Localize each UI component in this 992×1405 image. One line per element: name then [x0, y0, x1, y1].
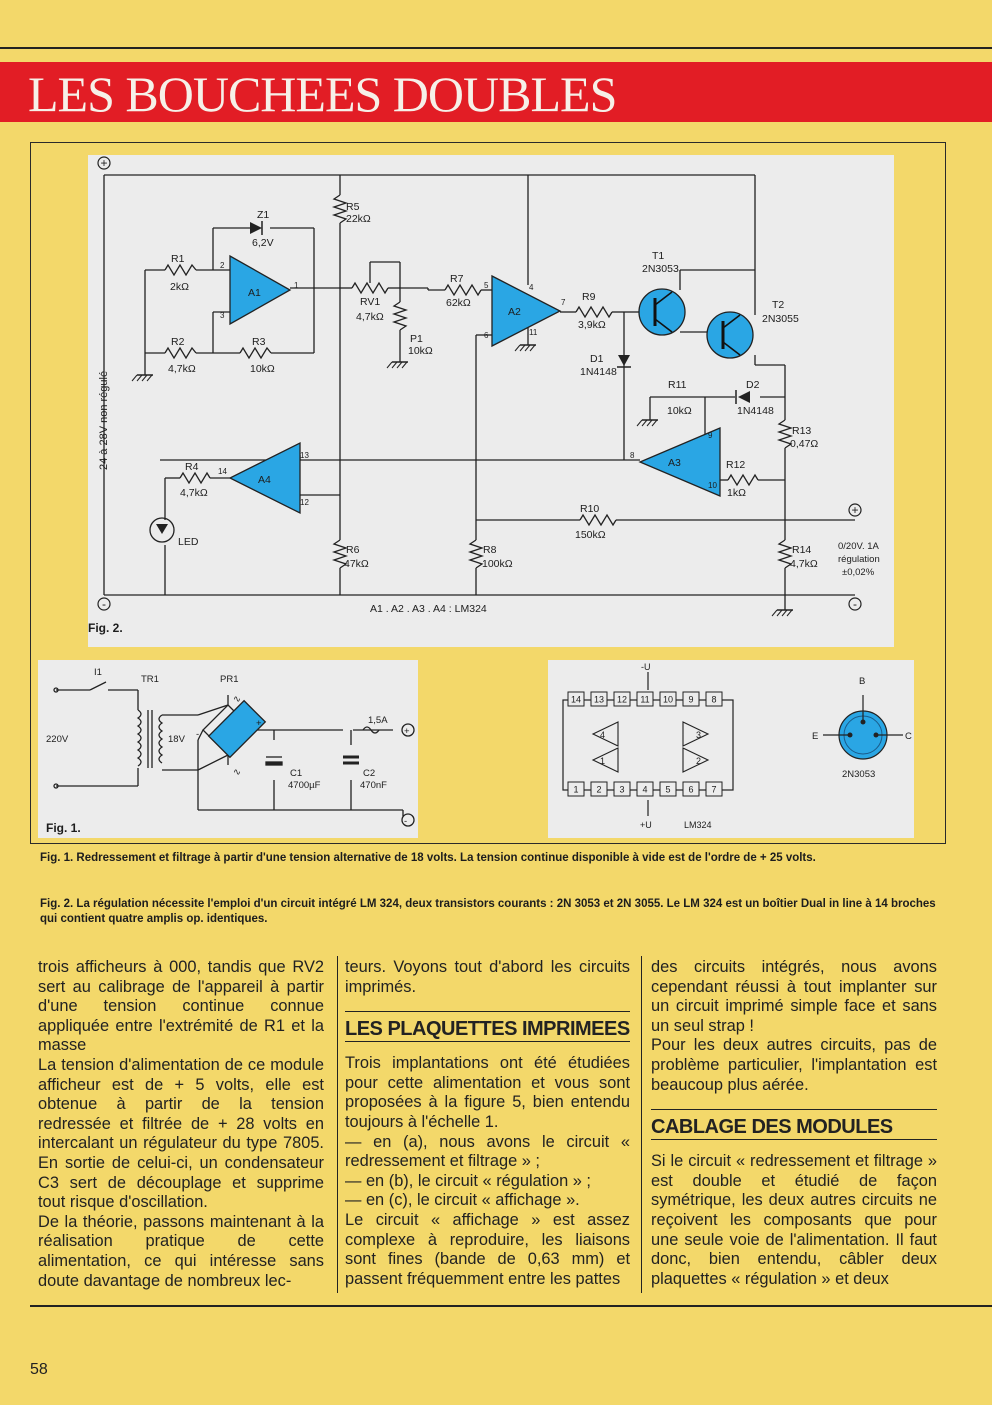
label-t1: T1 [652, 250, 665, 262]
label-r9-val: 3,9kΩ [578, 319, 606, 331]
bridge-plus: + [256, 718, 262, 729]
label-tr1: TR1 [141, 674, 159, 685]
fig2-caption: Fig. 2. La régulation nécessite l'emploi d'un circuit intégré LM 324, deux transistors courants : 2N 3053 et 2N 3055. Le LM 324 est un boîtier Dual in line à 14 broches qui contient quatre amplis op. identiques. [40, 898, 936, 925]
label-c2-val: 470nF [360, 780, 387, 791]
label-z1: Z1 [257, 209, 270, 221]
col3-paragraph-1: des circuits intégrés, nous avons cependant réussi à tout implanter sur un circuit imprimé simple face et sans un seul strap ! [651, 958, 937, 1035]
article-column-1 [38, 958, 324, 1291]
label-r10: R10 [580, 503, 600, 515]
supply-label: 24 à 28V non régulé [98, 370, 110, 470]
label-r8-val: 100kΩ [482, 558, 513, 570]
pin-11: 11 [529, 328, 538, 337]
label-r8: R8 [483, 544, 497, 556]
bottom-pin-number: 4 [642, 784, 648, 795]
label-rv1: RV1 [360, 296, 381, 308]
label-r1: R1 [171, 253, 185, 265]
label-r3: R3 [252, 336, 266, 348]
label-r6-val: 47kΩ [344, 558, 369, 570]
bottom-rule [30, 1305, 992, 1307]
pin-1: 1 [294, 281, 299, 290]
pinout-b: B [859, 676, 866, 687]
pinout-e: E [812, 731, 819, 742]
top-pin-number: 11 [640, 694, 650, 705]
amp-3-label: 3 [696, 730, 702, 740]
bottom-pin-number: 1 [573, 784, 579, 795]
col3-paragraph-2: Pour les deux autres circuits, pas de problème particulier, l'implantation est beaucoup plus aérée. [651, 1036, 937, 1094]
label-d2-val: 1N4148 [737, 405, 774, 417]
amp-2-label: 2 [696, 756, 702, 766]
label-rv1-val: 4,7kΩ [356, 311, 384, 323]
label-r3-val: 10kΩ [250, 363, 275, 375]
pin-2: 2 [220, 261, 225, 270]
col2-paragraph-5: — en (c), le circuit « affichage ». [345, 1191, 580, 1210]
fig1-minus: - [404, 816, 408, 827]
ic-note: A1 . A2 . A3 . A4 : LM324 [370, 603, 487, 615]
pin-7: 7 [561, 298, 566, 307]
col1-paragraph-1: trois afficheurs à 000, tandis que RV2 sert au calibrage de l'appareil à partir d'une tension continue connue appliquée entre l'extrémité de R1 et la masse [38, 958, 324, 1055]
output-label-2: régulation [838, 554, 880, 565]
label-r7-val: 62kΩ [446, 297, 471, 309]
label-r5: R5 [346, 201, 360, 213]
label-d1: D1 [590, 353, 604, 365]
label-t2: T2 [772, 299, 785, 311]
label-r2-val: 4,7kΩ [168, 363, 196, 375]
col2-paragraph-4: — en (b), le circuit « régulation » ; [345, 1171, 591, 1190]
lm324-pinout [548, 660, 914, 838]
label-r13: R13 [792, 425, 812, 437]
amp-1-label: 1 [600, 756, 606, 766]
label-r1-val: 2kΩ [170, 281, 189, 293]
label-r2: R2 [171, 336, 185, 348]
col2-paragraph-2: Trois implantations ont été étudiées pour cette alimentation et vous sont proposées à la figure 5, bien entendu toujours à l'échelle 1. [345, 1054, 630, 1131]
col2-paragraph-6: Le circuit « affichage » est assez complexe à reproduire, les liaisons sont fines (bande de 0,63 mm) et passent fréquemment entre les pattes [345, 1210, 630, 1288]
article-column-2 [345, 958, 630, 1289]
label-t2-val: 2N3055 [762, 313, 799, 325]
label-c2: C2 [363, 768, 376, 779]
col3-paragraph-3: Si le circuit « redressement et filtrage » est double et étudié de façon symétrique, les deux autres circuits ne reçoivent les composants que pour une seule voie de l'alimentation. Il faut donc, bien entendu, câbler deux plaquettes « régulation » et deux [651, 1152, 937, 1288]
label-p1: P1 [410, 333, 423, 345]
bottom-pin-number: 6 [688, 784, 694, 795]
label-a1: A1 [248, 287, 261, 299]
lm324-minus-u: -U [641, 662, 651, 672]
pin-14: 14 [218, 467, 227, 476]
top-pin-number: 9 [688, 694, 694, 705]
label-t1-val: 2N3053 [642, 263, 679, 275]
label-220v: 220V [46, 734, 69, 745]
opamp-a2 [492, 276, 560, 346]
label-c1-val: 4700µF [288, 780, 321, 791]
output-plus-terminal: + [851, 503, 859, 517]
label-i1: I1 [94, 667, 102, 678]
bottom-pin-number: 7 [711, 784, 717, 795]
fig2-minus-terminal: - [102, 597, 106, 611]
section-heading-plaquettes: LES PLAQUETTES IMPRIMEES [345, 1011, 630, 1042]
pin-9: 9 [708, 431, 713, 440]
label-a3: A3 [668, 457, 681, 469]
top-pin-number: 14 [570, 694, 582, 705]
label-r11: R11 [668, 379, 687, 391]
col2-paragraph-3: — en (a), nous avons le circuit « redressement et filtrage » ; [345, 1132, 630, 1171]
label-led: LED [178, 536, 199, 548]
column-separator-1 [337, 956, 338, 1293]
section-heading-cablage: CABLAGE DES MODULES [651, 1109, 937, 1140]
fig1-schematic [38, 660, 418, 838]
col1-paragraph-3: De la théorie, passons maintenant à la réalisation pratique de cette alimentation, ce qui intéresse sans doute davantage de nombreux lec- [38, 1212, 324, 1290]
label-r14-val: 4,7kΩ [790, 558, 818, 570]
pinout-name: 2N3053 [842, 769, 876, 780]
label-a2: A2 [508, 306, 521, 318]
fig1-plus: + [404, 726, 410, 737]
top-pin-number: 8 [711, 694, 717, 705]
transistor-t2 [707, 312, 753, 358]
label-r10-val: 150kΩ [575, 529, 606, 541]
pin-6: 6 [484, 331, 489, 340]
output-label-1: 0/20V. 1A [838, 541, 879, 552]
label-r11-val: 10kΩ [667, 405, 692, 417]
label-18v: 18V [168, 734, 185, 745]
label-z1-val: 6,2V [252, 237, 274, 249]
label-pr1: PR1 [220, 674, 239, 685]
top-pin-number: 13 [593, 694, 605, 705]
pin-13: 13 [300, 451, 309, 460]
fig1-label: Fig. 1. [46, 821, 81, 835]
pin-10: 10 [708, 481, 717, 490]
bridge-ac-bottom: ∿ [233, 767, 241, 778]
pin-12: 12 [300, 498, 309, 507]
page-title: LES BOUCHEES DOUBLES [28, 66, 617, 122]
pin-8: 8 [630, 451, 635, 460]
column-separator-2 [641, 956, 642, 1293]
label-r5-val: 22kΩ [346, 213, 371, 225]
label-r9: R9 [582, 291, 596, 303]
bridge-minus: - [196, 729, 200, 740]
top-pin-number: 10 [662, 694, 674, 705]
pin-3: 3 [220, 311, 225, 320]
bottom-pin-number: 5 [665, 784, 671, 795]
label-r4-val: 4,7kΩ [180, 487, 208, 499]
label-fuse: 1,5A [368, 715, 388, 726]
label-r12-val: 1kΩ [727, 487, 746, 499]
fig2-plus-terminal: + [100, 156, 108, 170]
label-r13-val: 0,47Ω [790, 438, 819, 450]
article-column-3 [651, 958, 937, 1289]
page-number: 58 [30, 1361, 48, 1378]
label-r6: R6 [346, 544, 360, 556]
label-r7: R7 [450, 273, 464, 285]
label-r12: R12 [726, 459, 746, 471]
fig1-caption: Fig. 1. Redressement et filtrage à partir d'une tension alternative de 18 volts. La tension continue disponible à vide est de l'ordre de + 25 volts. [40, 852, 816, 864]
label-c1: C1 [290, 768, 303, 779]
lm324-plus-u: +U [640, 820, 652, 830]
lm324-name: LM324 [684, 820, 712, 830]
label-r14: R14 [792, 544, 812, 556]
bottom-pin-number: 3 [619, 784, 625, 795]
bottom-pin-number: 2 [596, 784, 602, 795]
output-label-3: ±0,02% [842, 567, 875, 578]
pinout-c: C [905, 731, 912, 742]
col1-paragraph-2: La tension d'alimentation de ce module afficheur est de + 5 volts, elle est obtenue à partir de la tension redressée et filtrée de + 28 volts en intercalant un régulateur du type 7805. En sortie de celui-ci, un condensateur C3 sert de découplage et supprime tout risque d'oscillation. [38, 1055, 324, 1212]
label-r4: R4 [185, 461, 199, 473]
pin-4: 4 [529, 283, 534, 292]
label-d1-val: 1N4148 [580, 366, 617, 378]
label-d2: D2 [746, 379, 760, 391]
pin-5: 5 [484, 281, 489, 290]
label-p1-val: 10kΩ [408, 345, 433, 357]
col2-paragraph-1: teurs. Voyons tout d'abord les circuits imprimés. [345, 958, 630, 996]
amp-4-label: 4 [600, 730, 606, 740]
label-a4: A4 [258, 474, 271, 486]
top-pin-number: 12 [616, 694, 628, 705]
bridge-ac-top: ∿ [233, 694, 241, 705]
fig2-label: Fig. 2. [88, 621, 123, 635]
output-minus-terminal: - [853, 597, 857, 611]
transistor-t1 [639, 289, 685, 335]
